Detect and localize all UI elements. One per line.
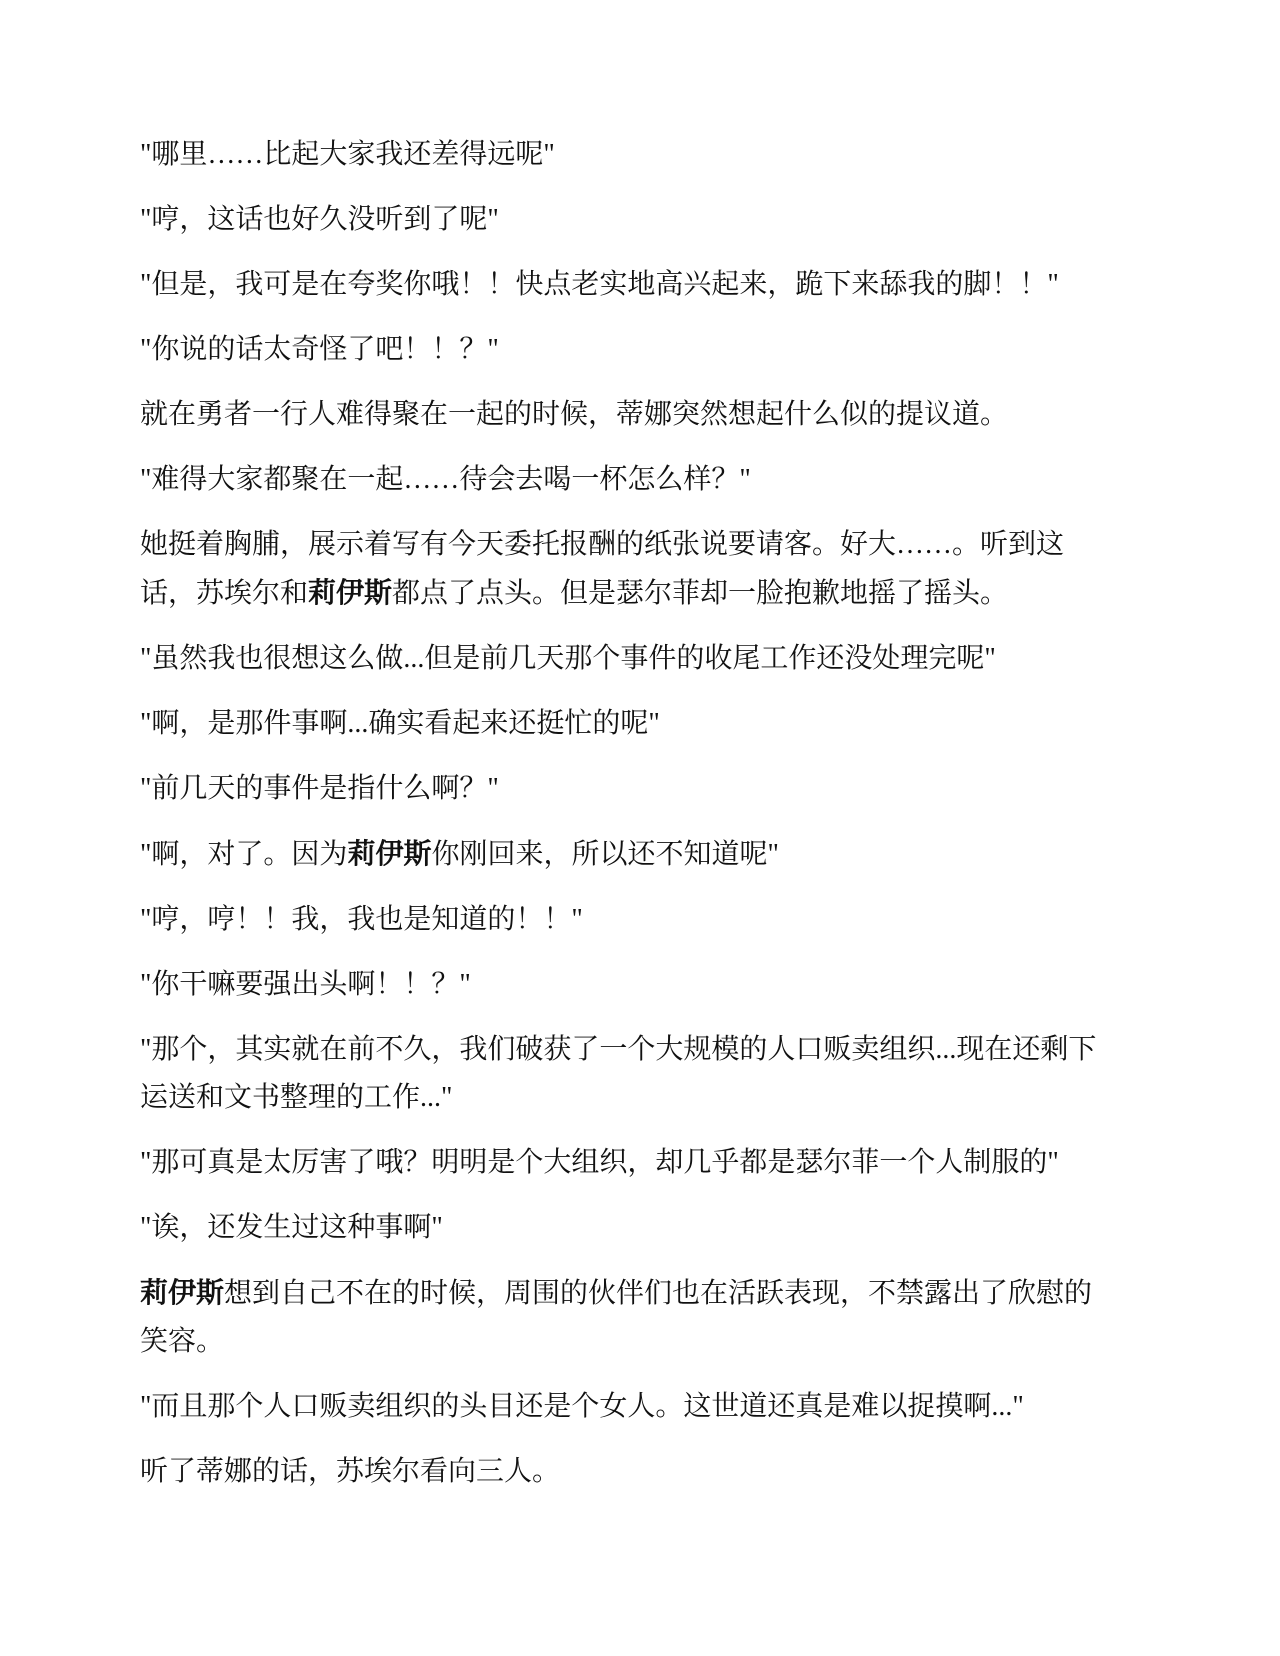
text-run: "哪里……比起大家我还差得远呢"	[140, 139, 555, 170]
paragraph	[140, 1139, 1102, 1187]
text-run: "你干嘛要强出头啊！！？"	[140, 969, 471, 1000]
text-run: 她挺着胸脯，展示着写有今天委托报酬的纸张说要请客。好大……。听到这话，苏埃尔和	[140, 529, 1065, 609]
paragraph	[140, 1269, 1102, 1366]
paragraph	[140, 1204, 1102, 1252]
text-run: "难得大家都聚在一起……待会去喝一杯怎么样？"	[140, 464, 751, 495]
paragraph	[140, 131, 1102, 179]
text-run: "诶，还发生过这种事啊"	[140, 1212, 443, 1243]
paragraph	[140, 261, 1102, 309]
text-run: "啊，是那件事啊...确实看起来还挺忙的呢"	[140, 708, 660, 739]
text-run: 听了蒂娜的话，苏埃尔看向三人。	[140, 1456, 561, 1487]
text-run: "虽然我也很想这么做...但是前几天那个事件的收尾工作还没处理完呢"	[140, 643, 996, 674]
paragraph	[140, 961, 1102, 1009]
text-run: "那个，其实就在前不久，我们破获了一个大规模的人口贩卖组织...现在还剩下运送和文书整理的工作..."	[140, 1034, 1097, 1113]
paragraph	[140, 700, 1102, 748]
paragraph	[140, 635, 1102, 683]
character-name-bold: 莉伊斯	[308, 577, 393, 608]
paragraph	[140, 1448, 1102, 1496]
text-run: "啊，对了。因为	[140, 839, 348, 870]
text-run: "哼，哼！！我，我也是知道的！！"	[140, 904, 583, 935]
paragraph	[140, 896, 1102, 944]
paragraph	[140, 456, 1102, 504]
text-run: 都点了点头。但是瑟尔菲却一脸抱歉地摇了摇头。	[392, 578, 1009, 609]
paragraph	[140, 196, 1102, 244]
paragraph	[140, 830, 1102, 879]
text-run: "哼，这话也好久没听到了呢"	[140, 204, 499, 235]
text-run: "前几天的事件是指什么啊？"	[140, 773, 499, 804]
text-run: 就在勇者一行人难得聚在一起的时候，蒂娜突然想起什么似的提议道。	[140, 399, 1009, 430]
text-run: "但是，我可是在夸奖你哦！！快点老实地高兴起来，跪下来舔我的脚！！"	[140, 269, 1059, 300]
text-run: "而且那个人口贩卖组织的头目还是个女人。这世道还真是难以捉摸啊..."	[140, 1391, 1024, 1422]
text-run: "那可真是太厉害了哦？明明是个大组织，却几乎都是瑟尔菲一个人制服的"	[140, 1147, 1059, 1178]
paragraph	[140, 326, 1102, 374]
paragraph	[140, 1026, 1102, 1122]
paragraph	[140, 521, 1102, 618]
text-run: "你说的话太奇怪了吧！！？"	[140, 334, 499, 365]
character-name-bold: 莉伊斯	[140, 1277, 225, 1308]
paragraph	[140, 1383, 1102, 1431]
paragraph	[140, 391, 1102, 439]
paragraph	[140, 765, 1102, 813]
text-run: 你刚回来，所以还不知道呢"	[431, 839, 779, 870]
text-run: 想到自己不在的时候，周围的伙伴们也在活跃表现，不禁露出了欣慰的笑容。	[140, 1278, 1093, 1357]
character-name-bold: 莉伊斯	[347, 838, 432, 869]
novel-text-content	[140, 131, 1102, 1496]
